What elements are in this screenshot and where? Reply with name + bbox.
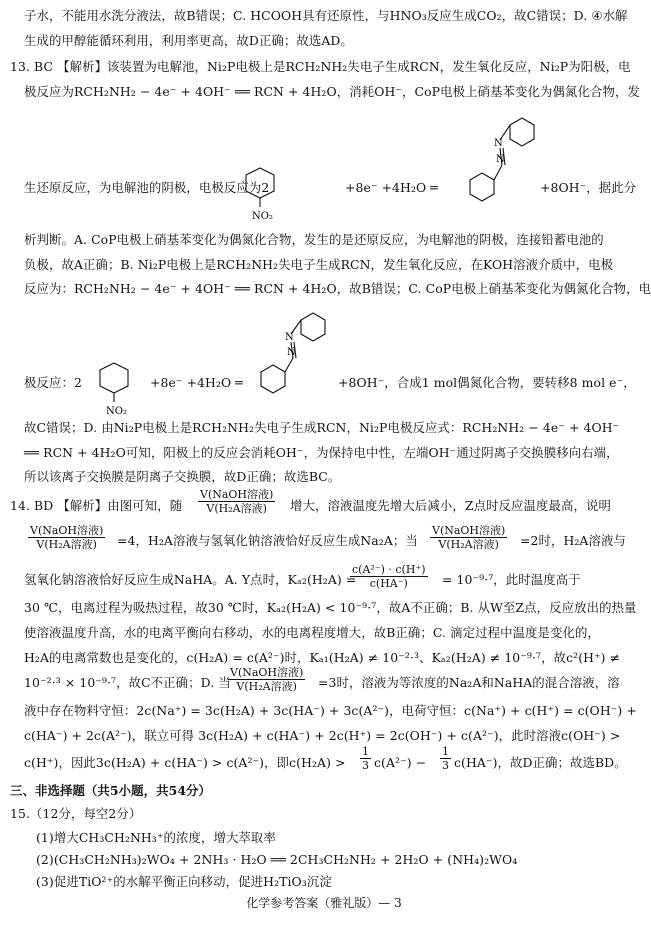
azobenzene-structure: [225, 310, 345, 410]
volume-ratio-fraction: [228, 666, 305, 693]
fraction-numerator: V(NaOH溶液): [230, 666, 304, 679]
volume-ratio-fraction: [198, 488, 275, 515]
text-line: +8OH⁻，合成1 mol偶氮化合物，要转移8 mol e⁻，: [338, 375, 636, 390]
one-third-fraction: [360, 745, 371, 772]
text-line: 30 ℃，电离过程为吸热过程，故30 ℃时，Kₐ₂(H₂A) < 10⁻⁹·⁷，故A不正确；B. 从W至Z点，反应放出的热量: [24, 600, 637, 615]
q14-heading-line: 14. BD 【解析】由图可知，随: [10, 498, 183, 513]
text-line: 10⁻²·³ × 10⁻⁹·⁷，故C不正确；D. 当: [24, 675, 231, 690]
text-line: 使溶液温度升高，水的电离平衡向右移动，水的电离程度增大，故B正确；C. 滴定过程中温度是变化的，: [24, 625, 601, 640]
text-line: 生成的甲醇能循环利用，利用率更高，故D正确；故选AD。: [24, 33, 353, 48]
text-line: 析判断。A. CoP电极上硝基苯变化为偶氮化合物，发生的是还原反应，为电解池的阴极，连接铅蓄电池的: [24, 232, 604, 247]
answer-line: (3)促进TiO²⁺的水解平衡正向移动，促进H₂TiO₃沉淀: [36, 874, 332, 889]
nitro-label: NO₂: [252, 211, 273, 222]
fraction-numerator: 1: [442, 745, 449, 758]
one-third-fraction: [440, 745, 451, 772]
text-line: 故C错误；D. 由Ni₂P电极上是RCH₂NH₂失电子生成RCN，Ni₂P电极反应式：RCH₂NH₂ − 4e⁻ + 4OH⁻: [24, 420, 620, 435]
text-line: c(HA⁻) + 2c(A²⁻)，联立可得 3c(H₂A) + c(HA⁻) + 2c(H⁺) = 2c(OH⁻) + c(A²⁻)，此时溶液c(OH⁻) >: [24, 728, 621, 743]
text-line: 负极，故A正确；B. Ni₂P电极上是RCH₂NH₂失电子生成RCN，发生氧化反应，在KOH溶液介质中，电极: [24, 257, 614, 272]
text-line: =3时，溶液为等浓度的Na₂A和NaHA的混合溶液，溶: [318, 675, 620, 690]
text-line: 液中存在物料守恒：2c(Na⁺) = 3c(H₂A) + 3c(HA⁻) + 3c(A²⁻)，电荷守恒：c(Na⁺) + c(H⁺) = c(OH⁻) +: [24, 703, 637, 718]
fraction-denominator: V(H₂A溶液): [206, 502, 267, 515]
text-line: 极反应为RCH₂NH₂ − 4e⁻ + 4OH⁻ ══ RCN + 4H₂O，消耗OH⁻，CoP电极上硝基苯变化为偶氮化合物，发: [24, 84, 640, 99]
text-line: +8e⁻ +4H₂O ═: [150, 375, 243, 390]
text-line: 增大，溶液温度先增大后减小，Z点时反应温度最高，说明: [290, 498, 611, 513]
fraction-numerator: V(NaOH溶液): [30, 524, 104, 537]
fraction-numerator: c(A²⁻) · c(H⁺): [352, 563, 426, 576]
text-line: c(HA⁻)，故D正确；故选BD。: [454, 755, 627, 770]
text-line: 所以该离子交换膜是阴离子交换膜，故D正确；故选BC。: [24, 469, 341, 484]
text-line: 极反应：2: [24, 375, 82, 390]
fraction-denominator: V(H₂A溶液): [236, 680, 297, 693]
page-footer: 化学参考答案（雅礼版）— 3: [246, 896, 402, 910]
text-line: ══ RCN + 4H₂O可知，阳极上的反应会消耗OH⁻，为保持电中性，左端OH⁻通过阴离子交换膜移向右端，: [24, 445, 619, 460]
answer-line: (1)增大CH₃CH₂NH₃⁺的浓度，增大萃取率: [36, 830, 276, 845]
n-label: N: [287, 347, 296, 358]
text-line: +8e⁻ +4H₂O ═: [345, 180, 438, 195]
fraction-denominator: c(HA⁻): [369, 577, 408, 590]
q13-heading-line: 13. BC 【解析】该装置为电解池，Ni₂P电极上是RCH₂NH₂失电子生成RCN，发生氧化反应，Ni₂P为阳极，电: [10, 59, 631, 74]
n-label: N: [285, 332, 294, 343]
volume-ratio-fraction: [28, 524, 105, 551]
text-line: c(H⁺)，因此3c(H₂A) + c(HA⁻) > c(A²⁻)，即c(H₂A) >: [24, 755, 346, 770]
q15-heading-line: 15.（12分，每空2分）: [10, 806, 142, 821]
nitrobenzene-structure: [232, 165, 292, 225]
nitro-label: NO₂: [106, 406, 127, 417]
azobenzene-structure: [430, 110, 550, 220]
section-heading: 三、非选择题（共5小题，共54分）: [10, 783, 212, 798]
text-line: = 10⁻⁹·⁷，此时温度高于: [442, 572, 581, 587]
answer-line: (2)(CH₃CH₂NH₃)₂WO₄ + 2NH₃ · H₂O ══ 2CH₃CH₂NH₂ + 2H₂O + (NH₄)₂WO₄: [36, 852, 518, 867]
text-line: 反应为：RCH₂NH₂ − 4e⁻ + 4OH⁻ ══ RCN + 4H₂O，故B错误；C. CoP电极上硝基苯变化为偶氮化合物，电: [24, 281, 651, 296]
fraction-numerator: V(NaOH溶液): [432, 524, 506, 537]
fraction-denominator: V(H₂A溶液): [36, 538, 97, 551]
fraction-denominator: V(H₂A溶液): [438, 538, 499, 551]
fraction-numerator: V(NaOH溶液): [200, 488, 274, 501]
n-label: N: [496, 154, 505, 165]
fraction-denominator: 3: [442, 759, 449, 772]
text-line: 氢氧化钠溶液恰好反应生成NaHA。A. Y点时，Kₐ₂(H₂A) =: [24, 572, 357, 587]
fraction-denominator: 3: [362, 759, 369, 772]
nitrobenzene-structure: [88, 360, 148, 420]
volume-ratio-fraction: [430, 524, 507, 551]
text-line: H₂A的电离常数也是变化的，c(H₂A) = c(A²⁻)时，Kₐ₁(H₂A) ≠ 10⁻²·³、Kₐ₂(H₂A) ≠ 10⁻⁹·⁷，故c²(H⁺) ≠: [24, 650, 621, 665]
n-label: N: [494, 138, 503, 149]
text-line: =4，H₂A溶液与氢氧化钠溶液恰好反应生成Na₂A；当: [117, 533, 418, 548]
text-line: c(A²⁻) −: [374, 755, 427, 770]
text-line: +8OH⁻，据此分: [540, 180, 637, 195]
text-line: =2时，H₂A溶液与: [520, 533, 626, 548]
ka2-fraction: [350, 563, 428, 590]
text-line: 生还原反应，为电解池的阴极，电极反应为2: [24, 180, 270, 195]
text-line: 子水，不能用水洗分液法，故B错误；C. HCOOH具有还原性，与HNO₃反应生成CO₂，故C错误；D. ④水解: [24, 8, 628, 23]
fraction-numerator: 1: [362, 745, 369, 758]
